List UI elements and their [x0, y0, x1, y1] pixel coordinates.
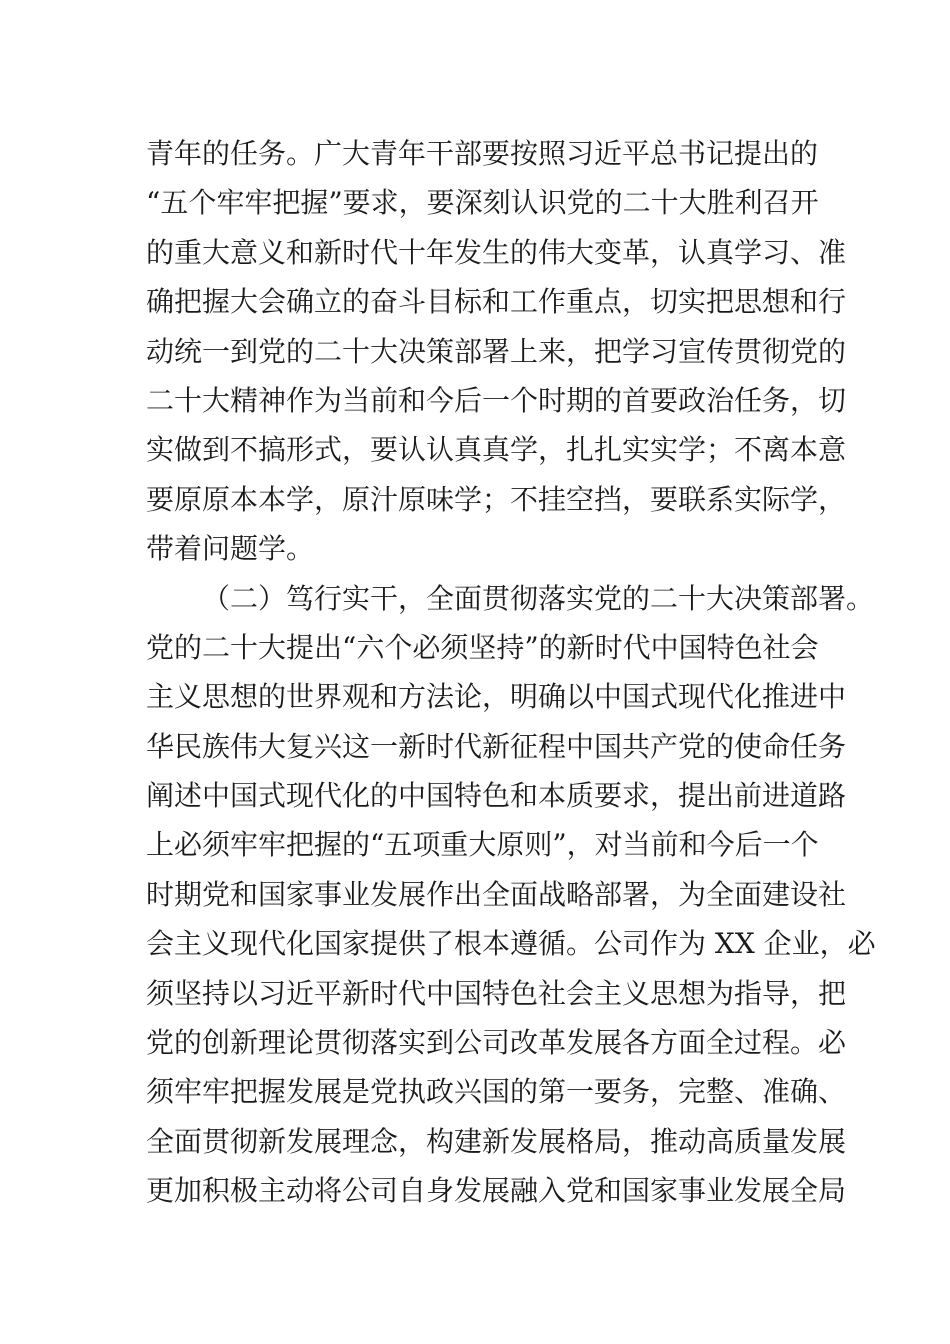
text-line: 华民族伟大复兴这一新时代新征程中国共产党的使命任务 [146, 729, 847, 763]
text-line: 全面贯彻新发展理念，构建新发展格局，推动高质量发展 [146, 1124, 847, 1158]
text-line: 确把握大会确立的奋斗目标和工作重点，切实把思想和行 [146, 285, 847, 319]
text-line: 会主义现代化国家提供了根本遵循。公司作为 XX 企业，必 [146, 927, 876, 961]
text-line: 带着问题学。 [146, 532, 315, 566]
text-line: 主义思想的世界观和方法论，明确以中国式现代化推进中 [146, 680, 847, 714]
text-line: “五个牢牢把握”要求，要深刻认识党的二十大胜利召开 [146, 186, 819, 220]
text-line: 实做到不搞形式，要认认真真学，扎扎实实学；不离本意 [146, 433, 847, 467]
text-line: 动统一到党的二十大决策部署上来，把学习宣传贯彻党的 [146, 334, 847, 368]
text-line: 须牢牢把握发展是党执政兴国的第一要务，完整、准确、 [146, 1075, 847, 1109]
text-line: 更加积极主动将公司自身发展融入党和国家事业发展全局 [146, 1174, 847, 1208]
text-line: 党的二十大提出“六个必须坚持”的新时代中国特色社会 [146, 630, 819, 664]
text-line: 要原原本本学，原汁原味学；不挂空挡，要联系实际学， [146, 482, 847, 516]
text-line: 青年的任务。广大青年干部要按照习近平总书记提出的 [146, 137, 819, 170]
text-line: 阐述中国式现代化的中国特色和本质要求，提出前进道路 [146, 779, 847, 813]
section-heading: （二）笃行实干，全面贯彻落实党的二十大决策部署。 [202, 581, 875, 615]
text-line: 须坚持以习近平新时代中国特色社会主义思想为指导，把 [146, 976, 847, 1010]
text-line: 党的创新理论贯彻落实到公司改革发展各方面全过程。必 [146, 1026, 847, 1060]
body-text [146, 129, 876, 1216]
text-line: 上必须牢牢把握的“五项重大原则”，对当前和今后一个 [146, 828, 819, 862]
text-line: 时期党和国家事业发展作出全面战略部署，为全面建设社 [146, 877, 847, 911]
text-line: 二十大精神作为当前和今后一个时期的首要政治任务，切 [146, 383, 847, 417]
text-line: 的重大意义和新时代十年发生的伟大变革，认真学习、准 [146, 235, 847, 269]
